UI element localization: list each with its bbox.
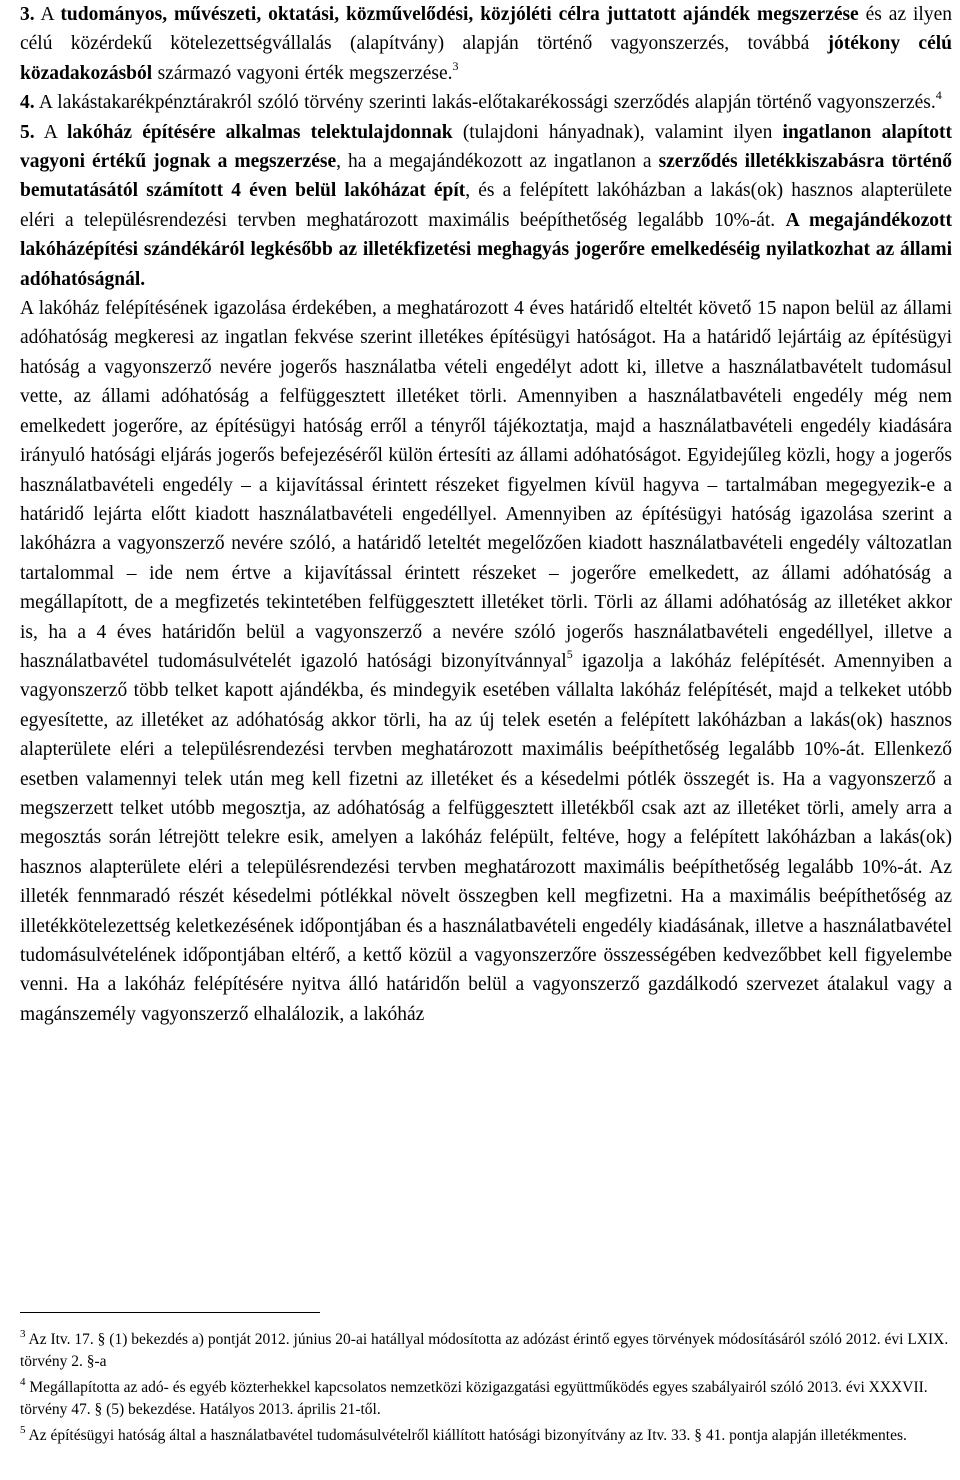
text: , és a felépített lakóházban a lakás(ok) hasznos alapterülete eléri a településrendezési tervben meghatározott maximális beépíthetőség legalább 10%-át.	[20, 180, 952, 231]
text: A lakástakarékpénztárakról szóló törvény szerinti lakás-előtakarékossági szerződés alapján történő vagyonszerzés.	[34, 92, 936, 114]
bold-text: ingatlanon alapított vagyoni értékű jognak a megszerzése	[20, 121, 953, 173]
item-number: 5.	[20, 121, 35, 143]
footnote-ref-3[interactable]: 3	[452, 58, 459, 73]
text: (tulajdoni hányadnak), valamint ilyen	[452, 121, 783, 143]
footnote-number: 5	[20, 1424, 26, 1436]
text: A lakóház felépítésének igazolása érdekében, a meghatározott 4 éves határidő elteltét követő 15 napon belül az állami adóhatóság megkeresi az ingatlan fekvése szerint illetékes építésügyi hatóságot. Ha a határidő lejártáig az építésügyi hatóság a vagyonszerző nevére jogerős használatba vételi engedélyt adott ki, illetve a használatbavételt tudomásul vette, az állami adóhatóság a felfüggesztett illetéket törli. Amennyiben a használatbavételi engedély még nem emelkedett jogerőre, az építésügyi hatóság erről a tényről tájékoztatja, majd a használatbavételi engedély kiadására irányuló hatósági eljárás jogerős befejezéséről külön értesíti az állami adóhatóságot. Egyidejűleg közli, hogy a jogerős használatbavételi engedély – a kijavítással érintett részeket figyelmen kívül hagyva – tartalmában megegyezik-e a határidő lejárta előtt kiadott használatbavételi engedéllyel. Amennyiben az építésügyi hatóság igazolása szerint a lakóházra a vagyonszerző nevére szóló, a határidő leteltét megelőzően kiadott használatbavételi engedély változatlan tartalommal – ide nem értve a kijavítással érintett részeket – jogerőre emelkedett, az állami adóhatóság a megállapított, de a megfizetés tekintetében felfüggesztett illetéket törli. Törli az állami adóhatóság az illetéket akkor is, ha a 4 éves határidőn belül a vagyonszerző a nevére szóló jogerős használatbavételi engedéllyel, illetve a használatbavétel tudomásulvételét igazoló hatósági bizonyítvánnyal	[20, 298, 952, 672]
bold-text: tudományos, művészeti, oktatási, közművelődési, közjóléti célra juttatott ajándék megszerzése	[60, 4, 859, 25]
text: származó vagyoni érték megszerzése.	[152, 62, 453, 84]
footnotes	[20, 1312, 952, 1452]
paragraph-5	[20, 118, 952, 294]
footnote-ref-5[interactable]: 5	[566, 646, 573, 661]
footnote-text: Megállapította az adó- és egyéb közterhekkel kapcsolatos nemzetközi közigazgatási együttműködés egyes szabályairól szóló 2013. évi XXXVII. törvény 47. § (5) bekezdése. Hatályos 2013. április 21-től.	[20, 1379, 928, 1418]
footnote-ref-4[interactable]: 4	[935, 88, 942, 103]
text: , ha a megajándékozott az ingatlanon a	[336, 151, 659, 173]
footnote-number: 3	[20, 1328, 26, 1340]
bold-text: A megajándékozott lakóházépítési szándékáról legkésőbb az illetékfizetési meghagyás jogerőre emelkedéséig nyilatkozhat az állami adóhatóságnál.	[20, 209, 952, 290]
footnote-5	[20, 1425, 952, 1447]
text: igazolja a lakóház felépítését. Amennyiben a vagyonszerző több telket kapott ajándékba, és mindegyik esetében vállalta lakóház felépítését, majd a telkeket utóbb egyesítette, az illetéket az adóhatóság akkor törli, ha az új telek esetén a felépített lakóházban a lakás(ok) hasznos alapterülete eléri a településrendezési tervben meghatározott maximális beépíthetőség legalább 10%-át. Ellenkező esetben valamennyi telek után meg kell fizetni az illetéket és a késedelmi pótlék összegét is. Ha a vagyonszerző a megszerzett telket utóbb megosztja, az adóhatóság a felfüggesztett illetékből csak azt az illetéket törli, amely arra a megosztás során létrejött telekre esik, amelyen a lakóház felépült, feltéve, hogy a felépített lakóházban a lakás(ok) hasznos alapterülete eléri a településrendezési tervben meghatározott maximális beépíthetőség legalább 10%-át. Az illeték fennmaradó részét késedelmi pótlékkal növelt összegben kell megfizetni. Ha a maximális beépíthetőség az illetékkötelezettség keletkezésének időpontjában és a használatbavételi engedély kiadásának, illetve a használatbavétel tudomásulvételének időpontjában eltérő, a kettő közül a vagyonszerzőre összességében kedvezőbbet kell figyelembe venni. Ha a lakóház felépítésére nyitva álló határidőn belül a vagyonszerző gazdálkodó szervezet átalakul vagy a magánszemély vagyonszerző elhalálozik, a lakóház	[20, 650, 953, 1025]
paragraph-3	[20, 0, 952, 88]
document-body	[20, 0, 952, 1029]
footnote-text: Az építésügyi hatóság által a használatbavétel tudomásulvételről kiállított hatósági bizonyítvány az Itv. 33. § 41. pontja alapján illetékmentes.	[25, 1427, 907, 1444]
paragraph-5-continued	[20, 294, 952, 1029]
text: A	[34, 4, 61, 25]
footnote-divider	[20, 1312, 320, 1313]
paragraph-4	[20, 88, 952, 117]
footnote-number: 4	[20, 1376, 26, 1388]
footnote-4	[20, 1377, 952, 1420]
bold-text: szerződés illetékkiszabásra történő bemutatásától számított 4 éven belül lakóházat épít	[20, 151, 953, 202]
item-number: 4.	[20, 92, 35, 114]
text: A	[34, 121, 67, 143]
item-number: 3.	[20, 4, 35, 25]
bold-text: jótékony célú közadakozásból	[20, 33, 952, 84]
text: és az ilyen célú közérdekű kötelezettségvállalás (alapítvány) alapján történő vagyonszerzés, továbbá	[20, 4, 952, 55]
bold-text: lakóház építésére alkalmas telektulajdonnak	[66, 121, 453, 143]
footnote-text: Az Itv. 17. § (1) bekezdés a) pontját 2012. június 20-ai hatállyal módosította az adózást érintő egyes törvények módosításáról szóló 2012. évi LXIX. törvény 2. §-a	[20, 1331, 949, 1370]
footnote-3	[20, 1329, 952, 1372]
